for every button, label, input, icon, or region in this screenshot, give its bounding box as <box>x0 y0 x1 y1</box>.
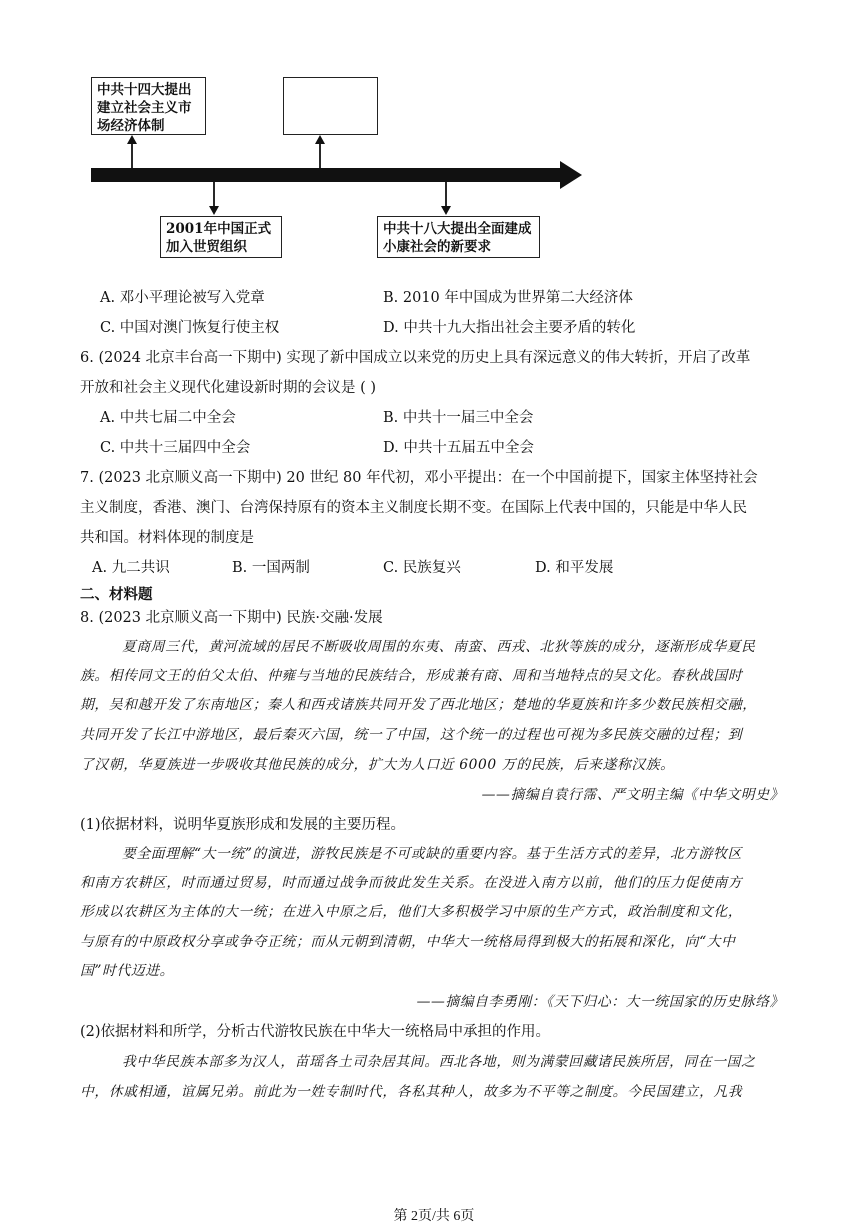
timeline-event-box-3: 2001年中国正式加入世贸组织 <box>160 216 282 258</box>
material-2-source: ——摘编自李勇刚：《天下归心：大一统国家的历史脉络》 <box>416 994 784 1010</box>
q5-option-b: B. 2010 年中国成为世界第二大经济体 <box>383 290 633 306</box>
q6-option-a: A. 中共七届二中全会 <box>100 410 236 426</box>
q7-stem-line-2: 主义制度，香港、澳门、台湾保持原有的资本主义制度长期不变。在国际上代表中国的，只能是中华人民 <box>80 500 747 516</box>
timeline-event-box-1: 中共十四大提出建立社会主义市场经济体制 <box>91 77 206 135</box>
section-title: 二、材料题 <box>80 586 153 603</box>
q7-stem-line-3: 共和国。材料体现的制度是 <box>80 530 254 546</box>
material-1-source: ——摘编自袁行霈、严文明主编《中华文明史》 <box>481 787 784 803</box>
question-2: (2)依据材料和所学，分析古代游牧民族在中华大一统格局中承担的作用。 <box>80 1024 551 1040</box>
q7-stem-line-1: 7. (2023 北京顺义高一下期中) 20 世纪 80 年代初，邓小平提出：在一个中国前提下，国家主体坚持社会 <box>80 470 758 486</box>
q7-option-c: C. 民族复兴 <box>383 560 461 576</box>
material-2-line-2: 和南方农耕区，时而通过贸易，时而通过战争而彼此发生关系。在没进入南方以前，他们的压力促使南方 <box>80 875 743 891</box>
material-1-line-2: 族。相传同文王的伯父太伯、仲雍与当地的民族结合，形成兼有商、周和当地特点的吴文化。春秋战国时 <box>80 668 743 684</box>
material-1-line-1: 夏商周三代，黄河流域的居民不断吸收周围的东夷、南蛮、西戎、北狄等族的成分，逐渐形成华夏民 <box>122 639 756 655</box>
material-3-line-1: 我中华民族本部多为汉人，苗瑶各土司杂居其间。西北各地，则为满蒙回藏诸民族所居，同在一国之 <box>122 1054 756 1070</box>
material-2-line-4: 与原有的中原政权分享或争夺正统；而从元朝到清朝，中华大一统格局得到极大的拓展和深化，向“大中 <box>80 934 736 950</box>
q7-option-a: A. 九二共识 <box>92 560 170 576</box>
material-1-line-4: 共同开发了长江中游地区，最后秦灭六国，统一了中国，这个统一的过程也可视为多民族交融的过程；到 <box>80 727 743 743</box>
timeline-event-box-blank <box>283 77 378 135</box>
material-2-line-1: 要全面理解“大一统”的演进，游牧民族是不可或缺的重要内容。基于生活方式的差异，北方游牧区 <box>122 846 742 862</box>
material-3-line-2: 中，休戚相通，谊属兄弟。前此为一姓专制时代，各私其种人，故多为不平等之制度。今民国建立，凡我 <box>80 1084 743 1100</box>
material-1-line-5: 了汉朝，华夏族进一步吸收其他民族的成分，扩大为人口近 6000 万的民族，后来遂称汉族。 <box>80 757 675 773</box>
q7-option-b: B. 一国两制 <box>232 560 310 576</box>
timeline-axis <box>91 168 561 182</box>
q6-option-c: C. 中共十三届四中全会 <box>100 440 251 456</box>
q5-option-a: A. 邓小平理论被写入党章 <box>100 290 265 306</box>
material-2-line-3: 形成以农耕区为主体的大一统；在进入中原之后，他们大多积极学习中原的生产方式，政治制度和文化， <box>80 904 743 920</box>
material-2-line-5: 国”时代迈进。 <box>80 963 175 979</box>
question-1: (1)依据材料，说明华夏族形成和发展的主要历程。 <box>80 817 406 833</box>
q6-option-d: D. 中共十五届五中全会 <box>383 440 534 456</box>
q6-stem-line-1: 6. (2024 北京丰台高一下期中) 实现了新中国成立以来党的历史上具有深远意义的伟大转折，开启了改革 <box>80 350 751 366</box>
q6-stem-line-2: 开放和社会主义现代化建设新时期的会议是 ( ) <box>80 380 377 396</box>
page-number: 第 2页/共 6页 <box>393 1209 475 1224</box>
material-1-line-3: 期，吴和越开发了东南地区；秦人和西戎诸族共同开发了西北地区；楚地的华夏族和许多少数民族相交融， <box>80 697 757 713</box>
q6-option-b: B. 中共十一届三中全会 <box>383 410 534 426</box>
q7-option-d: D. 和平发展 <box>535 560 614 576</box>
q8-heading: 8. (2023 北京顺义高一下期中) 民族·交融·发展 <box>80 610 383 626</box>
timeline-event-box-4: 中共十八大提出全面建成小康社会的新要求 <box>377 216 540 258</box>
q5-option-c: C. 中国对澳门恢复行使主权 <box>100 320 280 336</box>
q5-option-d: D. 中共十九大指出社会主要矛盾的转化 <box>383 320 636 336</box>
timeline-arrowhead <box>560 161 582 189</box>
